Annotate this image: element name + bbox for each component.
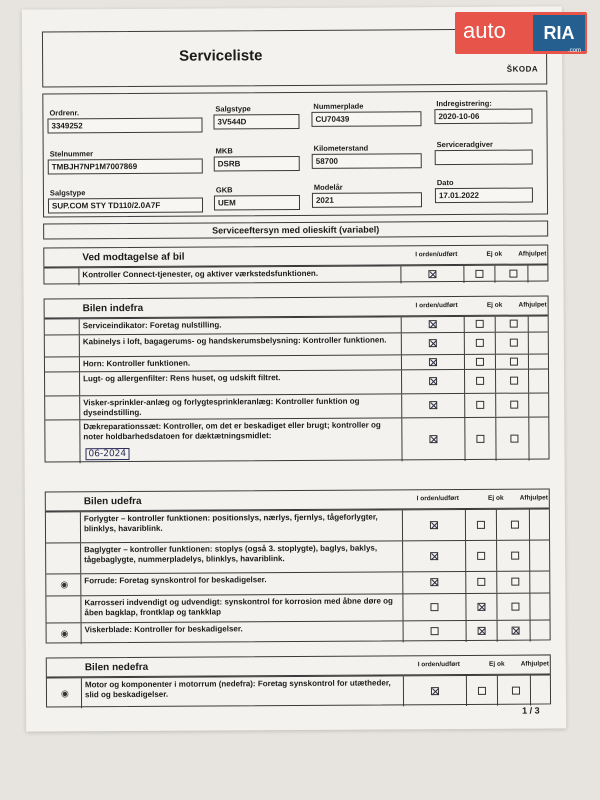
column-divider	[495, 355, 496, 369]
column-divider	[528, 370, 529, 393]
checkbox-done[interactable]	[429, 339, 437, 347]
field-label: Stelnummer	[49, 149, 94, 159]
column-header-fixed: Afhjulpet	[520, 660, 549, 668]
watermark-suffix: .com	[567, 48, 581, 54]
checkbox-not-ok[interactable]	[476, 435, 484, 443]
column-divider	[403, 676, 404, 706]
column-divider	[81, 678, 82, 708]
column-header-not-ok: Ej ok	[489, 660, 505, 668]
column-divider	[401, 370, 402, 393]
checklist-item-text: Viskerblade: Kontroller for beskadigelser.	[84, 624, 243, 635]
column-divider	[529, 572, 530, 593]
section-box	[45, 488, 551, 643]
field-value: 17.01.2022	[435, 188, 533, 204]
column-divider	[79, 420, 80, 463]
watermark-logo	[455, 12, 587, 54]
checklist-row	[45, 331, 548, 356]
column-divider	[495, 418, 496, 461]
checkbox-done[interactable]	[431, 627, 439, 635]
checklist-row	[44, 264, 547, 285]
checkbox-not-ok[interactable]	[476, 401, 484, 409]
column-divider	[464, 394, 465, 417]
checkbox-not-ok[interactable]	[476, 339, 484, 347]
column-divider	[466, 621, 467, 642]
checklist-item-text: Forrude: Foretag synskontrol for beskadigelser.	[84, 575, 267, 586]
visual-inspection-icon: ◉	[60, 628, 69, 639]
field-label: Ordrenr.	[49, 108, 80, 118]
column-divider	[497, 621, 498, 642]
column-divider	[496, 594, 497, 620]
checklist-item-text: Kontroller Connect-tjenester, og aktiver værkstedsfunktionen.	[82, 268, 319, 280]
checkbox-fixed[interactable]	[510, 339, 518, 347]
section-title: Bilen indefra	[82, 302, 144, 315]
checkbox-fixed[interactable]	[511, 521, 519, 529]
handwritten-expiry-date: 06-2024	[85, 448, 129, 460]
column-divider	[529, 594, 530, 620]
field-value: 3349252	[47, 118, 202, 134]
checklist-item-text: Visker-sprinkler-anlæg og forlygtesprinkleranlæg: Kontroller funktion og dyseindstilling.	[83, 396, 360, 418]
field-label: Dato	[436, 178, 454, 188]
field-label: Salgstype	[215, 104, 251, 114]
visual-inspection-icon: ◉	[60, 688, 69, 699]
column-divider	[80, 596, 81, 622]
checkbox-not-ok[interactable]	[476, 358, 484, 366]
column-header-fixed: Afhjulpet	[519, 494, 548, 502]
checklist-row	[46, 539, 549, 573]
field-value	[435, 150, 533, 166]
column-divider	[528, 317, 529, 332]
column-divider	[401, 317, 402, 332]
column-divider	[496, 541, 497, 571]
checklist-item-text: Baglygter – kontroller funktionen: stoplys (også 3. stoplygte), baglys, baklys, tågebaglygte, nummerpladelys, blinklys, havariblink.	[84, 543, 378, 565]
checkbox-fixed[interactable]	[510, 358, 518, 366]
checkbox-done[interactable]	[429, 358, 437, 366]
column-divider	[79, 335, 80, 356]
column-divider	[465, 572, 466, 593]
column-divider	[80, 512, 81, 542]
checkbox-fixed[interactable]	[510, 435, 518, 443]
column-divider	[79, 319, 80, 334]
checklist-item-text: Karrosseri indvendigt og udvendigt: synskontrol for korrosion med åbne døre og åben bagklap, frontklap og tankklap	[84, 596, 393, 618]
column-divider	[466, 676, 467, 706]
field-label: Indregistrering:	[436, 98, 492, 109]
column-divider	[528, 333, 529, 354]
service-title: Serviceeftersyn med olieskift (variabel)	[212, 224, 380, 236]
field-value: 2020-10-06	[434, 109, 532, 125]
column-divider	[495, 370, 496, 393]
column-divider	[528, 355, 529, 369]
service-title-box	[43, 220, 548, 239]
checkbox-fixed[interactable]	[511, 603, 519, 611]
column-divider	[495, 394, 496, 417]
checkbox-done[interactable]	[430, 578, 438, 586]
section-box	[43, 244, 548, 284]
checkbox-fixed[interactable]	[510, 377, 518, 385]
checkbox-fixed[interactable]	[511, 552, 519, 560]
checklist-row	[46, 508, 549, 542]
section-title: Bilen nedefra	[84, 661, 149, 674]
column-divider	[465, 594, 466, 620]
checklist-row	[45, 416, 548, 463]
column-divider	[495, 317, 496, 332]
field-label: MKB	[215, 146, 233, 156]
column-divider	[529, 541, 530, 571]
field-label: GKB	[215, 185, 233, 195]
checkbox-not-ok[interactable]	[477, 578, 485, 586]
field-value: 2021	[312, 192, 422, 208]
field-value: DSRB	[214, 156, 300, 172]
field-value: 58700	[312, 153, 422, 169]
column-header-fixed: Afhjulpet	[518, 250, 547, 258]
column-divider	[528, 394, 529, 417]
column-divider	[527, 266, 528, 283]
checkbox-not-ok[interactable]	[475, 270, 483, 278]
checklist-item-text: Horn: Kontroller funktionen.	[82, 358, 191, 369]
column-header-not-ok: Ej ok	[486, 250, 503, 258]
column-divider	[464, 317, 465, 332]
checkbox-fixed[interactable]	[512, 627, 520, 635]
field-value: 3V544D	[213, 114, 299, 130]
column-divider	[402, 572, 403, 593]
checkbox-fixed[interactable]	[510, 320, 518, 328]
column-header-not-ok: Ej ok	[486, 301, 503, 309]
field-value: UEM	[214, 195, 300, 211]
column-divider	[401, 418, 402, 461]
column-divider	[528, 418, 529, 461]
column-divider	[497, 676, 498, 706]
checklist-item-text: Dækreparationssæt: Kontroller, om det er beskadiget eller brugt; kontroller og noter holdbarhedsdatoen for dæktætningsmidlet:	[83, 420, 381, 442]
column-divider	[79, 372, 80, 395]
checkbox-not-ok[interactable]	[477, 552, 485, 560]
column-header-not-ok: Ej ok	[487, 494, 504, 502]
column-divider	[530, 621, 531, 642]
column-divider	[529, 510, 530, 540]
checkbox-done[interactable]	[430, 603, 438, 611]
column-divider	[465, 510, 466, 540]
checkbox-not-ok[interactable]	[477, 521, 485, 529]
watermark-word: auto	[463, 18, 506, 43]
column-header-done: I orden/udført	[417, 660, 460, 669]
column-divider	[496, 572, 497, 593]
column-divider	[401, 394, 402, 417]
page-number: 1 / 3	[522, 705, 540, 716]
column-header-done: I orden/udført	[415, 250, 458, 259]
checklist-row	[45, 392, 548, 419]
column-divider	[530, 676, 531, 706]
column-divider	[464, 333, 465, 354]
column-divider	[403, 621, 404, 642]
column-divider	[464, 355, 465, 369]
checklist-item-text: Kabinelys i loft, bagagerums- og handskerumsbelysning: Kontroller funktionen.	[82, 335, 387, 347]
field-label: Nummerplade	[313, 101, 364, 111]
checklist-row	[45, 368, 548, 395]
checkbox-done[interactable]	[429, 320, 437, 328]
checkbox-not-ok[interactable]	[478, 627, 486, 635]
section-title: Ved modtagelse af bil	[82, 251, 185, 264]
column-divider	[81, 623, 82, 644]
column-divider	[79, 396, 80, 419]
brand-logo-text: ŠKODA	[506, 64, 539, 74]
column-divider	[463, 266, 464, 283]
column-divider	[401, 355, 402, 369]
checklist-row	[47, 674, 550, 708]
field-label: Serviceradgiver	[436, 139, 493, 150]
checkbox-fixed[interactable]	[510, 401, 518, 409]
checkbox-done[interactable]	[430, 552, 438, 560]
section-box	[44, 295, 550, 462]
checkbox-done[interactable]	[430, 521, 438, 529]
vehicle-info-box	[42, 90, 548, 217]
service-document	[22, 6, 566, 731]
checkbox-fixed[interactable]	[509, 270, 517, 278]
checkbox-done[interactable]	[428, 270, 436, 278]
checklist-row	[47, 619, 550, 644]
column-divider	[402, 594, 403, 620]
column-divider	[465, 541, 466, 571]
field-label: Kilometerstand	[313, 143, 369, 153]
column-divider	[464, 370, 465, 393]
checkbox-done[interactable]	[429, 435, 437, 443]
checkbox-done[interactable]	[429, 377, 437, 385]
checkbox-not-ok[interactable]	[477, 603, 485, 611]
column-divider	[494, 266, 495, 283]
checklist-item-text: Serviceindikator: Foretag nulstilling.	[82, 320, 222, 331]
checkbox-done[interactable]	[431, 687, 439, 695]
checkbox-not-ok[interactable]	[476, 377, 484, 385]
field-value: SUP.COM STY TD110/2.0A7F	[48, 198, 203, 214]
column-header-done: I orden/udført	[416, 494, 459, 503]
checkbox-fixed[interactable]	[512, 687, 520, 695]
column-divider	[79, 357, 80, 371]
section-box	[46, 654, 551, 707]
checklist-item-text: Lugt- og allergenfilter: Rens huset, og udskift filtret.	[83, 373, 281, 384]
checkbox-fixed[interactable]	[511, 578, 519, 586]
field-value: CU70439	[311, 111, 421, 127]
column-divider	[80, 543, 81, 573]
column-divider	[464, 418, 465, 461]
column-divider	[80, 574, 81, 595]
section-title: Bilen udefra	[83, 495, 142, 508]
watermark-badge: RIA	[533, 15, 585, 51]
checklist-item-text: Motor og komponenter i motorrum (nedefra): Foretag synskontrol for utætheder, slid og beskadigelser.	[84, 678, 391, 700]
checkbox-not-ok[interactable]	[476, 320, 484, 328]
column-header-done: I orden/udført	[415, 301, 458, 310]
column-divider	[495, 333, 496, 354]
checklist-row	[46, 592, 549, 622]
field-value: TMBJH7NP1M7007869	[48, 159, 203, 175]
document-title: Serviceliste	[179, 47, 263, 65]
column-divider	[496, 510, 497, 540]
field-label: Modelår	[313, 182, 343, 192]
checklist-row	[46, 570, 549, 595]
field-label: Salgstype	[49, 188, 86, 198]
column-divider	[402, 541, 403, 571]
column-divider	[400, 266, 401, 283]
column-header-fixed: Afhjulpet	[518, 301, 547, 309]
column-divider	[78, 268, 79, 285]
column-divider	[401, 333, 402, 354]
checkbox-not-ok[interactable]	[478, 687, 486, 695]
checkbox-done[interactable]	[429, 401, 437, 409]
visual-inspection-icon: ◉	[60, 579, 69, 590]
column-divider	[402, 510, 403, 540]
checklist-item-text: Forlygter – kontroller funktionen: positionslys, nærlys, fjernlys, tågeforlygter, blinklys, havariblink.	[83, 512, 378, 534]
